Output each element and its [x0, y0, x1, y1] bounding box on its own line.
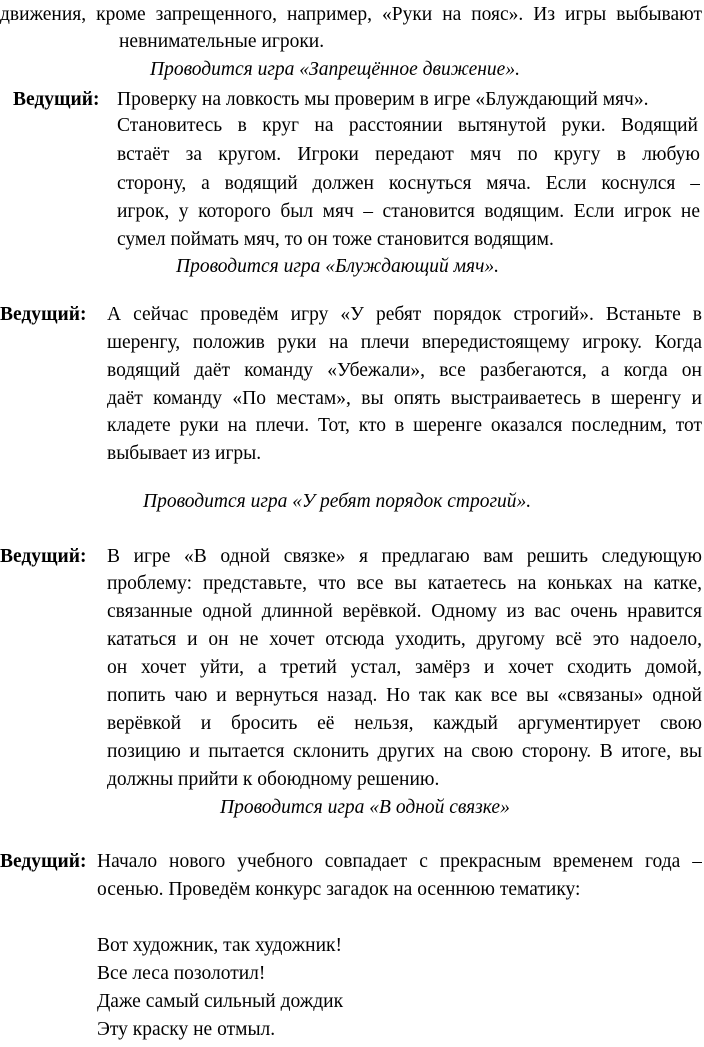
- game-caption: Проводится игра «Запрещённое движение».: [150, 59, 520, 80]
- text-line: сумел поймать мяч, то он тоже становится водящим.: [117, 229, 554, 250]
- text-line: невнимательные игроки.: [119, 31, 325, 52]
- text-line: встаёт за кругом. Игроки передают мяч по кругу в любую: [117, 144, 700, 165]
- text-line: связанные одной длинной верёвкой. Одному из вас очень нравится: [107, 601, 702, 622]
- text-line: движения, кроме запрещенного, например, «Руки на пояс». Из игры выбывают: [0, 4, 702, 25]
- speaker-label: Ведущий:: [0, 851, 87, 872]
- text-line: верёвкой и бросить её нельзя, каждый аргументирует свою: [107, 713, 702, 734]
- text-line: проблему: представьте, что все вы катаетесь на коньках на катке,: [107, 573, 702, 594]
- speaker-label: Ведущий:: [13, 89, 100, 110]
- riddle-line: Вот художник, так художник!: [97, 935, 342, 956]
- text-line: Проверку на ловкость мы проверим в игре «Блуждающий мяч».: [117, 89, 649, 110]
- text-line: позицию и пытается склонить других на свою сторону. В итоге, вы: [107, 741, 702, 762]
- speaker-label: Ведущий:: [0, 304, 87, 325]
- text-line: Начало нового учебного совпадает с прекрасным временем года –: [97, 851, 702, 872]
- riddle-line: Все леса позолотил!: [97, 963, 266, 984]
- text-line: игрок, у которого был мяч – становится водящим. Если игрок не: [117, 201, 700, 222]
- text-line: он хочет уйти, а третий устал, замёрз и хочет сходить домой,: [107, 657, 702, 678]
- text-line: А сейчас проведём игру «У ребят порядок строгий». Встаньте в: [107, 304, 702, 325]
- text-line: кладете руки на плечи. Тот, кто в шеренге оказался последним, тот: [107, 415, 702, 436]
- game-caption: Проводится игра «Блуждающий мяч».: [176, 256, 500, 277]
- text-line: должны прийти к обоюдному решению.: [107, 769, 440, 790]
- speaker-label: Ведущий:: [0, 546, 87, 567]
- text-line: осенью. Проведём конкурс загадок на осеннюю тематику:: [97, 879, 581, 900]
- text-line: Становитесь в круг на расстоянии вытянутой руки. Водящий: [117, 115, 698, 136]
- riddle-line: Эту краску не отмыл.: [97, 1019, 276, 1040]
- text-line: В игре «В одной связке» я предлагаю вам решить следующую: [107, 546, 702, 567]
- text-line: даёт команду «По местам», вы опять выстраиваетесь в шеренгу и: [107, 388, 702, 409]
- text-line: выбывает из игры.: [107, 443, 262, 464]
- text-line: водящий даёт команду «Убежали», все разбегаются, а когда он: [107, 360, 702, 381]
- game-caption: Проводится игра «У ребят порядок строгий».: [143, 491, 532, 512]
- text-line: сторону, а водящий должен коснуться мяча. Если коснулся –: [117, 173, 700, 194]
- game-caption: Проводится игра «В одной связке»: [220, 797, 510, 818]
- text-line: шеренгу, положив руки на плечи впередистоящему игроку. Когда: [107, 332, 702, 353]
- text-line: кататься и он не хочет отсюда уходить, другому всё это надоело,: [107, 629, 702, 650]
- riddle-line: Даже самый сильный дождик: [97, 991, 344, 1012]
- text-line: попить чаю и вернуться назад. Но так как все вы «связаны» одной: [107, 685, 702, 706]
